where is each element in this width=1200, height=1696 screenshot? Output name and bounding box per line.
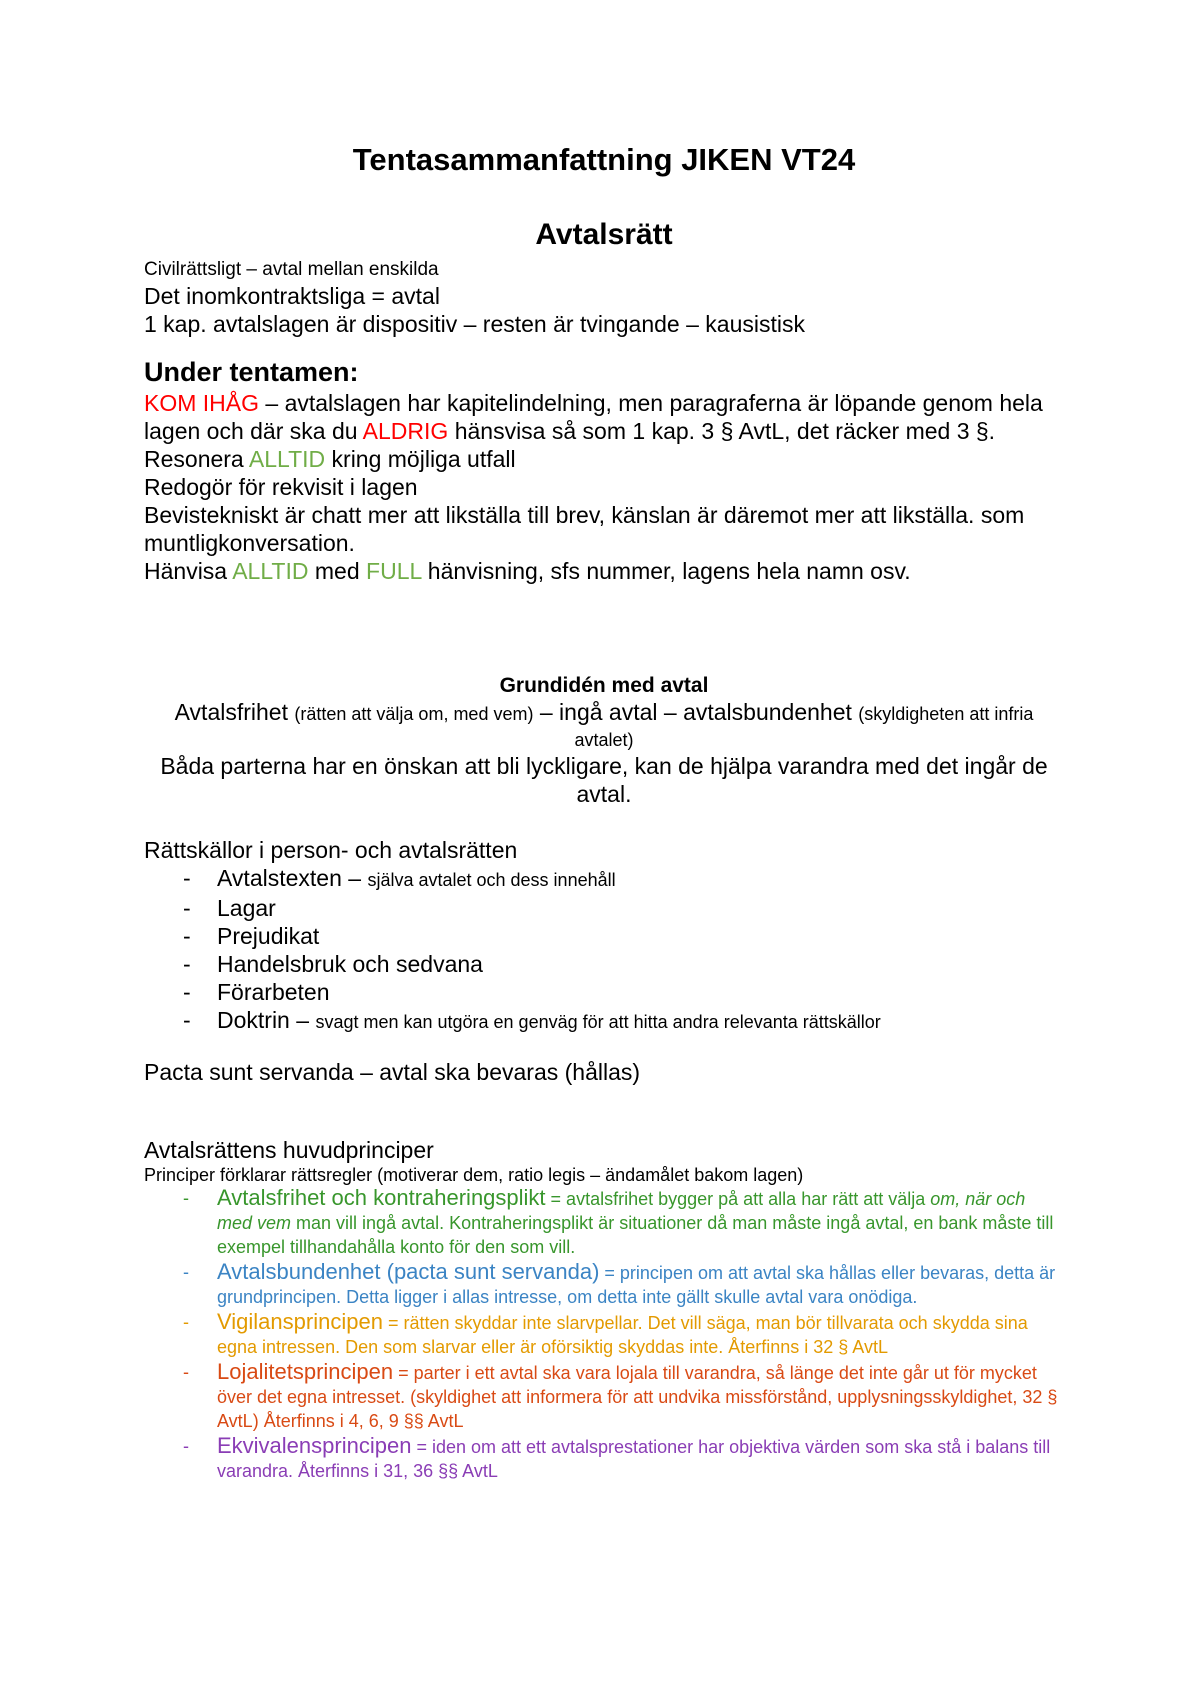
under-paragraph-1	[144, 389, 1064, 445]
principle-head: Avtalsfrihet och kontraheringsplikt	[217, 1185, 546, 1210]
source-main: Handelsbruk och sedvana	[217, 951, 483, 977]
principles-heading: Avtalsrättens huvudprinciper	[144, 1137, 434, 1163]
full-text: FULL	[366, 558, 422, 584]
dash-bullet: -	[183, 979, 191, 1005]
grundide-line-1	[144, 700, 1064, 752]
list-item	[144, 864, 1064, 894]
list-item	[144, 1310, 1064, 1359]
source-sub: själva avtalet och dess innehåll	[367, 870, 616, 890]
sources-heading: Rättskällor i person- och avtalsrätten	[144, 837, 518, 863]
principle-italic: om, när och med vem	[217, 1189, 1026, 1233]
principles-section	[144, 1136, 1064, 1484]
dash-bullet: -	[183, 1188, 189, 1208]
pacta-line: Pacta sunt servanda – avtal ska bevaras (hållas)	[144, 1059, 641, 1085]
dash-bullet: -	[183, 1436, 189, 1456]
alltid-text-2: ALLTID	[232, 558, 309, 584]
list-item	[144, 894, 1064, 922]
grundide-heading: Grundidén med avtal	[499, 674, 709, 697]
dash-bullet: -	[183, 865, 191, 891]
source-sub: svagt men kan utgöra en genväg för att hitta andra relevanta rättskällor	[315, 1012, 881, 1032]
principle-head: Ekvivalensprincipen	[217, 1433, 412, 1458]
dash-bullet: -	[183, 951, 191, 977]
sources-list	[144, 864, 1064, 1036]
under-paragraph-5	[144, 557, 1064, 585]
principle-head: Avtalsbundenhet (pacta sunt servanda)	[217, 1259, 600, 1284]
under-p5-text-a: Hänvisa	[144, 558, 233, 584]
principle-text-a: = rätten skyddar inte slarvpellar. Det vill säga, man bör tillvarata och skydda sina egna intressen. Den som slarvar eller är oförsiktig skyddas inte. Återfinns i 32 § AvtL	[217, 1313, 1028, 1357]
principle-text-b: man vill ingå avtal. Kontraheringsplikt är situationer då man måste ingå avtal, en bank måste till exempel tillhandahålla konto för den som vill.	[217, 1213, 1054, 1257]
principle-head: Lojalitetsprincipen	[217, 1359, 394, 1384]
principle-text-a: = parter i ett avtal ska vara lojala till varandra, så länge det inte går ut för mycket över det egna intresset. (skyldighet att informera för att undvika missförstånd, upplysningsskyldighet, 32 § AvtL) Återfinns i 4, 6, 9 §§ AvtL	[217, 1363, 1058, 1431]
principles-subheading: Principer förklarar rättsregler (motiverar dem, ratio legis – ändamålet bakom lagen)	[144, 1165, 804, 1185]
list-item	[144, 950, 1064, 978]
under-paragraph-4: Bevistekniskt är chatt mer att likställa till brev, känslan är däremot mer att likställa. som muntligkonversation.	[144, 502, 1025, 556]
grund-l1-c: – ingå avtal – avtalsbundenhet	[533, 699, 859, 725]
source-main: Prejudikat	[217, 923, 320, 949]
source-main: Lagar	[217, 895, 276, 921]
principle-head: Vigilansprincipen	[217, 1309, 383, 1334]
under-p2-text-b: kring möjliga utfall	[325, 446, 516, 472]
under-p1-text-b: hänsvisa så som 1 kap. 3 § AvtL, det räcker med 3 §.	[448, 418, 996, 444]
document-subtitle: Avtalsrätt	[535, 218, 673, 251]
grund-l1-a: Avtalsfrihet	[174, 699, 295, 725]
under-tentamen-heading: Under tentamen:	[144, 357, 359, 387]
list-item	[144, 978, 1064, 1006]
grundide-line-2: Båda parterna har en önskan att bli lyckligare, kan de hjälpa varandra med det ingår de avtal.	[160, 753, 1048, 807]
intro-line-3: 1 kap. avtalslagen är dispositiv – resten är tvingande – kausistisk	[144, 311, 805, 337]
principle-text-a: = iden om att ett avtalsprestationer har objektiva värden som ska stå i balans till varandra. Återfinns i 31, 36 §§ AvtL	[217, 1437, 1051, 1481]
list-item	[144, 922, 1064, 950]
sources-section	[144, 836, 1064, 1036]
principle-text-a: = principen om att avtal ska hållas eller bevaras, detta är grundprincipen. Detta ligger i allas intresse, om detta inte gällt skulle avtal vara onödiga.	[217, 1263, 1056, 1307]
list-item	[144, 1360, 1064, 1433]
dash-bullet: -	[183, 1312, 189, 1332]
under-p2-text-a: Resonera	[144, 446, 249, 472]
source-main: Förarbeten	[217, 979, 330, 1005]
intro-line-2: Det inomkontraktsliga = avtal	[144, 283, 440, 309]
under-paragraph-2	[144, 445, 1064, 473]
grund-l1-b: (rätten att välja om, med vem)	[294, 704, 534, 724]
dash-bullet: -	[183, 895, 191, 921]
document-title: Tentasammanfattning JIKEN VT24	[352, 142, 856, 177]
intro-section	[144, 258, 1064, 338]
grund-l1-d: (skyldigheten att infria avtalet)	[574, 704, 1034, 750]
under-p5-text-b: med	[308, 558, 367, 584]
dash-bullet: -	[183, 923, 191, 949]
principles-list	[144, 1186, 1064, 1483]
source-main: Doktrin –	[217, 1007, 316, 1033]
under-tentamen-section	[144, 355, 1064, 585]
under-paragraph-3: Redogör för rekvisit i lagen	[144, 474, 418, 500]
list-item	[144, 1186, 1064, 1259]
under-p5-text-c: hänvisning, sfs nummer, lagens hela namn osv.	[421, 558, 911, 584]
grundide-section	[144, 672, 1064, 808]
list-item	[144, 1434, 1064, 1483]
dash-bullet: -	[183, 1262, 189, 1282]
kom-ihag-text: KOM IHÅG	[144, 390, 260, 416]
list-item	[144, 1260, 1064, 1309]
dash-bullet: -	[183, 1362, 189, 1382]
under-p1-text-a: – avtalslagen har kapitelindelning, men paragraferna är löpande genom hela lagen och där ska du	[144, 390, 1043, 444]
source-main: Avtalstexten –	[217, 865, 368, 891]
aldrig-text: ALDRIG	[362, 418, 449, 444]
principle-text-a: = avtalsfrihet bygger på att alla har rätt att välja	[545, 1189, 931, 1209]
alltid-text-1: ALLTID	[248, 446, 326, 472]
intro-line-1: Civilrättsligt – avtal mellan enskilda	[144, 259, 439, 280]
dash-bullet: -	[183, 1007, 191, 1033]
list-item	[144, 1006, 1064, 1036]
